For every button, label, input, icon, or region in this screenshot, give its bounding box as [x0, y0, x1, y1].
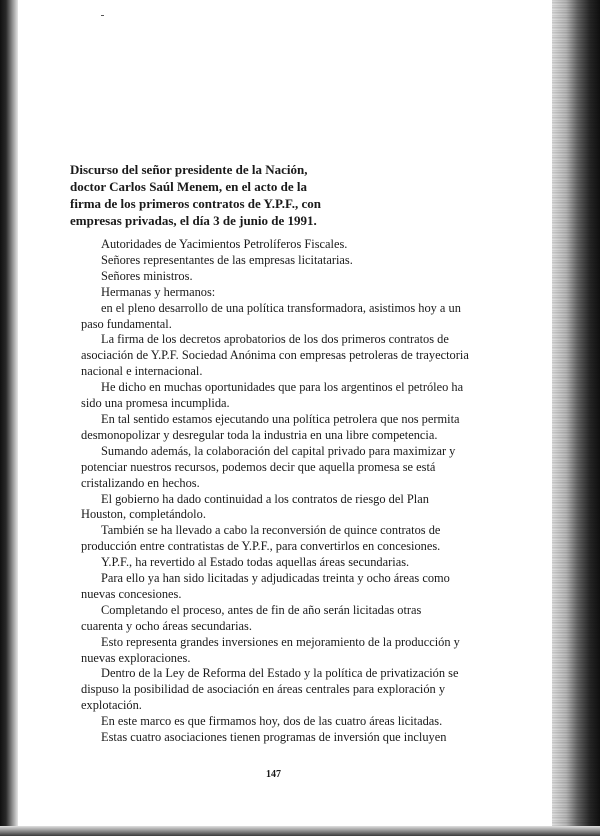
- body-line: nuevas concesiones.: [81, 586, 182, 601]
- scan-edge-right: [552, 0, 600, 836]
- speech-heading: [70, 161, 360, 229]
- body-line: Esto representa grandes inversiones en mejoramiento de la producción y: [101, 634, 460, 649]
- body-line: En este marco es que firmamos hoy, dos de las cuatro áreas licitadas.: [101, 714, 443, 729]
- heading-line: empresas privadas, el día 3 de junio de 1991.: [70, 213, 317, 228]
- body-line: producción entre contratistas de Y.P.F., para convertirlos en concesiones.: [81, 539, 441, 554]
- body-line: Sumando además, la colaboración del capital privado para maximizar y: [101, 443, 456, 458]
- body-line: Houston, completándolo.: [81, 507, 206, 522]
- body-line: Señores ministros.: [101, 268, 193, 283]
- body-line: El gobierno ha dado continuidad a los contratos de riesgo del Plan: [101, 491, 429, 506]
- body-line: Autoridades de Yacimientos Petrolíferos Fiscales.: [101, 237, 348, 251]
- body-line: Señores representantes de las empresas licitatarias.: [101, 252, 353, 267]
- body-line: nuevas exploraciones.: [81, 650, 191, 665]
- body-line: Para ello ya han sido licitadas y adjudicadas treinta y ocho áreas como: [101, 571, 450, 586]
- body-line: Completando el proceso, antes de fin de año serán licitadas otras: [101, 602, 422, 617]
- body-line: potenciar nuestros recursos, podemos decir que aquella promesa se está: [81, 459, 436, 474]
- scan-speck: [101, 15, 104, 16]
- body-line: paso fundamental.: [81, 316, 172, 331]
- body-line: nacional e internacional.: [81, 364, 203, 379]
- body-line: dispuso la posibilidad de asociación en áreas centrales para exploración y: [81, 682, 446, 697]
- body-line: Hermanas y hermanos:: [101, 284, 216, 299]
- speech-body: [81, 237, 481, 746]
- heading-line: Discurso del señor presidente de la Nación,: [70, 162, 308, 177]
- body-line: cuarenta y ocho áreas secundarias.: [81, 618, 252, 633]
- body-line: sido una promesa incumplida.: [81, 396, 230, 411]
- body-line: cristalizando en hechos.: [81, 475, 200, 490]
- scan-edge-bottom: [0, 826, 600, 836]
- body-line: asociación de Y.P.F. Sociedad Anónima con empresas petroleras de trayectoria: [81, 348, 469, 363]
- body-line: Dentro de la Ley de Reforma del Estado y la política de privatización se: [101, 666, 459, 681]
- page-number: 147: [266, 769, 281, 780]
- scan-edge-left: [0, 0, 18, 836]
- body-line: en el pleno desarrollo de una política transformadora, asistimos hoy a un: [101, 300, 461, 315]
- heading-line: doctor Carlos Saúl Menem, en el acto de la: [70, 179, 307, 194]
- heading-line: firma de los primeros contratos de Y.P.F., con: [70, 196, 321, 211]
- body-line: También se ha llevado a cabo la reconversión de quince contratos de: [101, 523, 441, 538]
- body-line: desmonopolizar y desregular toda la industria en una libre competencia.: [81, 427, 438, 442]
- body-line: He dicho en muchas oportunidades que para los argentinos el petróleo ha: [101, 380, 464, 395]
- body-line: Y.P.F., ha revertido al Estado todas aquellas áreas secundarias.: [101, 555, 410, 570]
- body-line: explotación.: [81, 698, 142, 713]
- body-line: Estas cuatro asociaciones tienen programas de inversión que incluyen: [101, 730, 447, 745]
- body-line: La firma de los decretos aprobatorios de los dos primeros contratos de: [101, 332, 449, 347]
- body-line: En tal sentido estamos ejecutando una política petrolera que nos permita: [101, 411, 460, 426]
